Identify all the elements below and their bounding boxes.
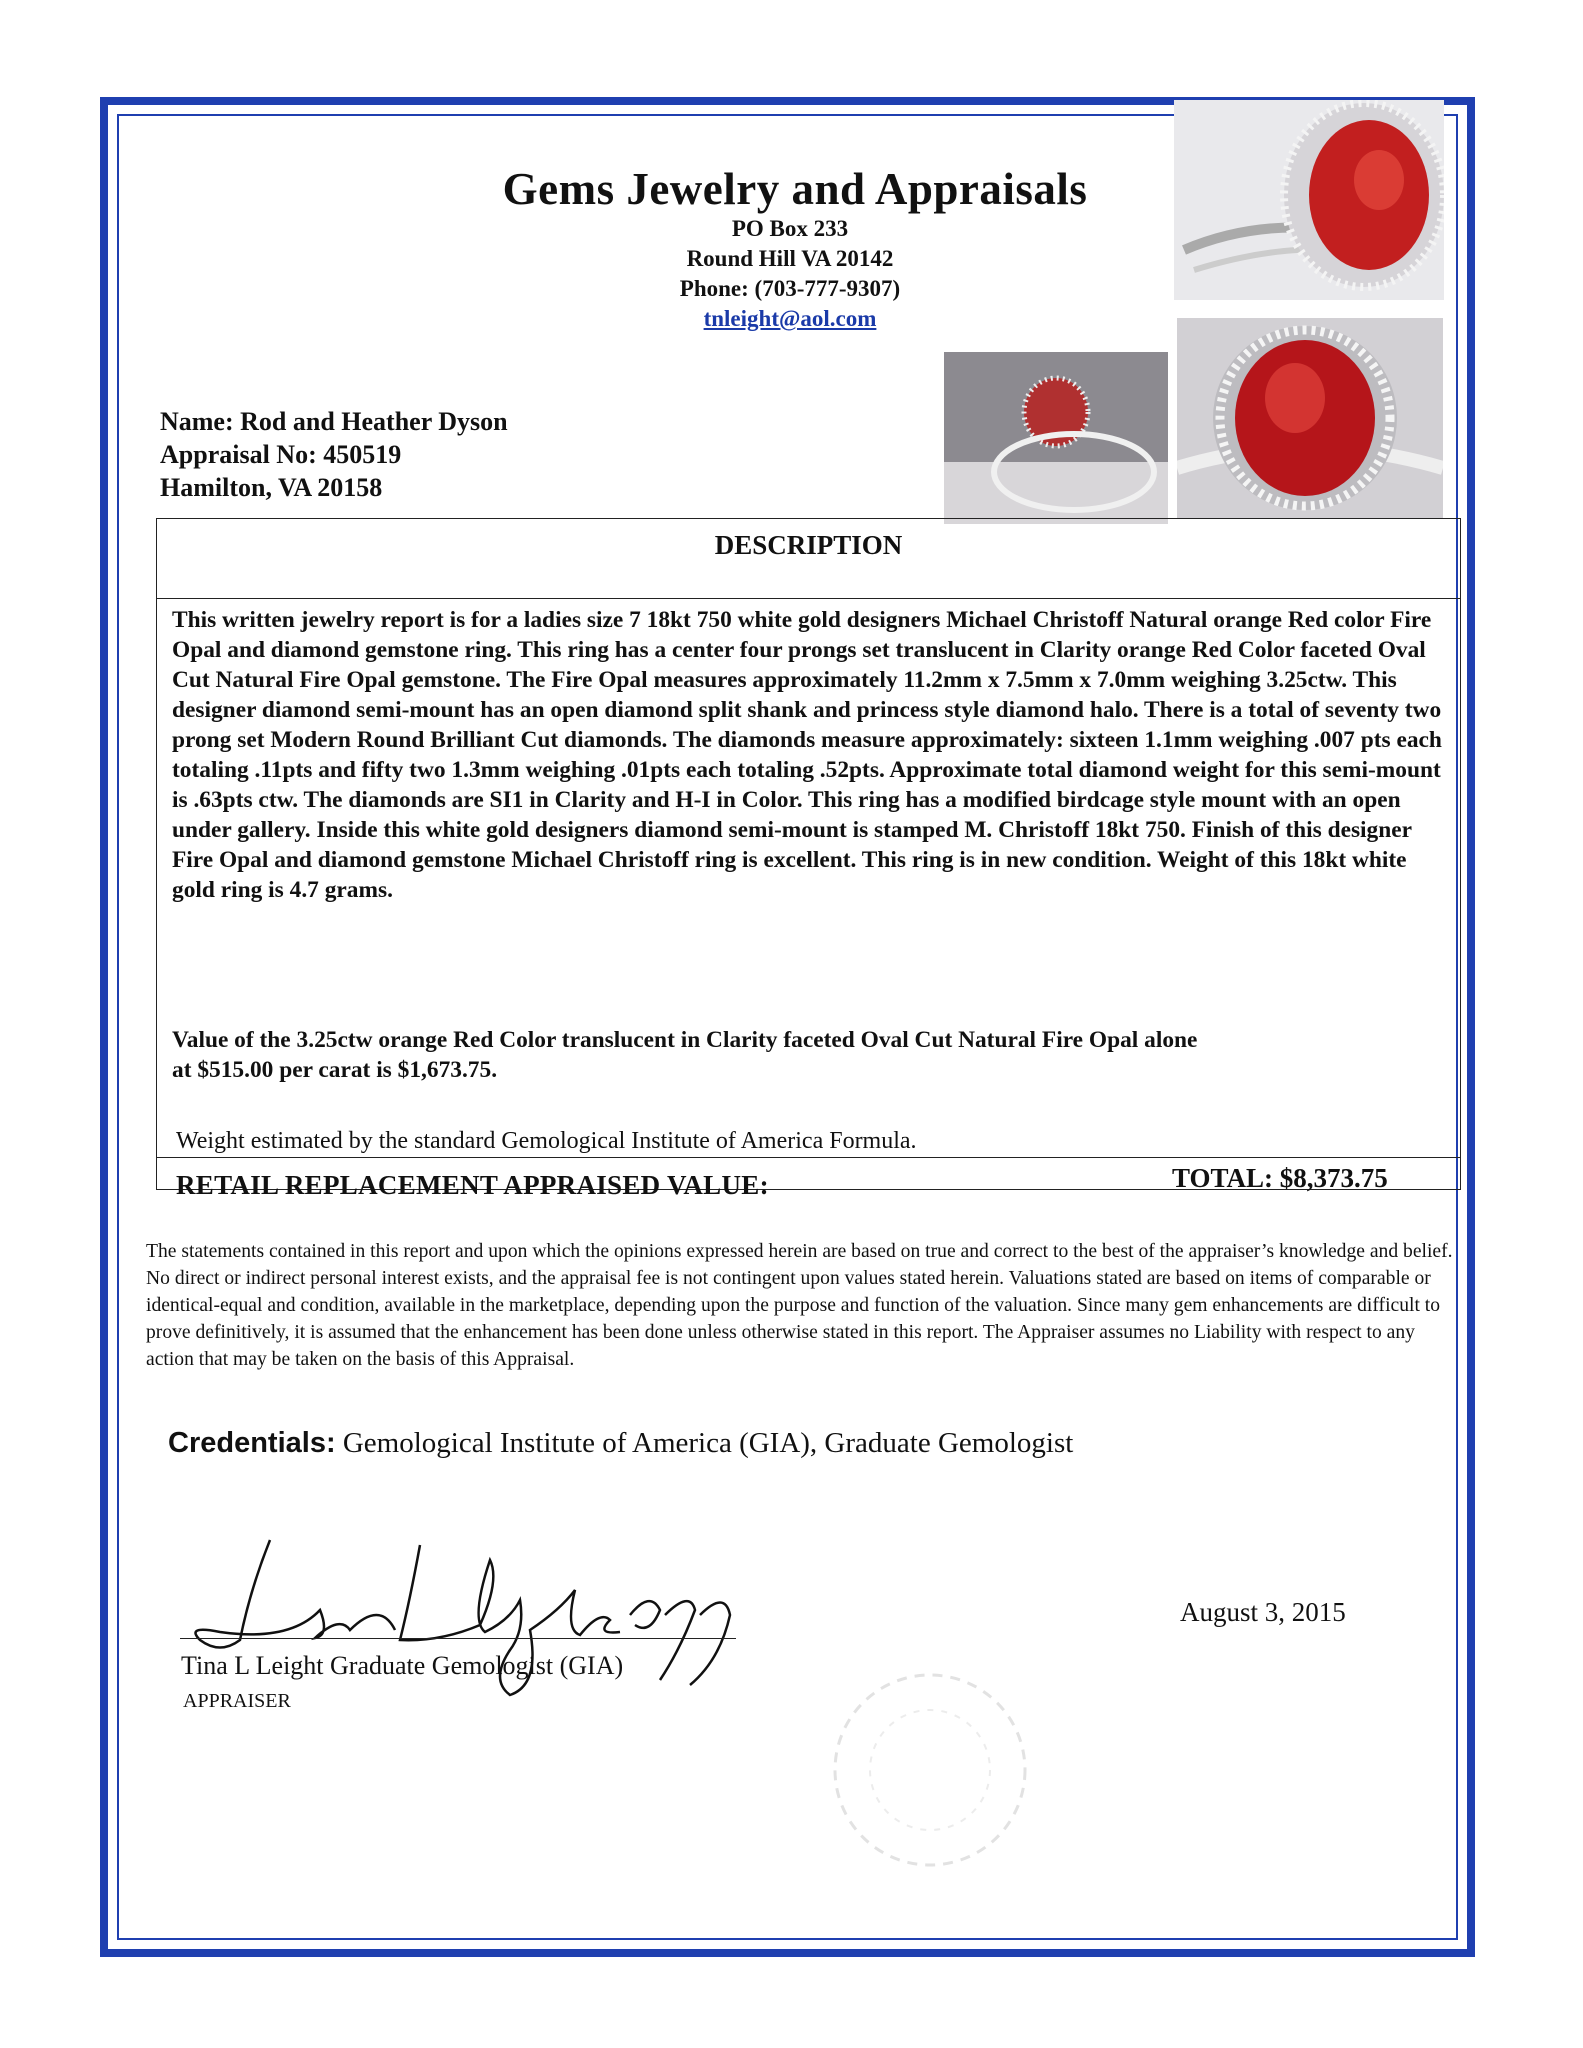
appraisal-number: Appraisal No: 450519 — [160, 440, 402, 469]
description-text: This written jewelry report is for a ladies size 7 18kt 750 white gold designers Michael Christoff Natural orange Red color Fire Opal and diamond gemstone ring. This ring has a center four prongs set translucent in Clarity orange Red Color faceted Oval Cut Natural Fire Opal gemstone. The Fire Opal measures approximately 11.2mm x 7.5mm x 7.0mm weighing 3.25ctw. This designer diamond semi-mount has an open diamond split shank and princess style diamond halo. There is a total of seventy two prong set Modern Round Brilliant Cut diamonds. The diamonds measure approximately: sixteen 1.1mm weighing .007 pts each totaling .11pts and fifty two 1.3mm weighing .01pts each totaling .52pts. Approximate total diamond weight for this semi-mount is .63pts ctw. The diamonds are SI1 in Clarity and H-I in Color. This ring has a modified birdcage style mount with an open under gallery. Inside this white gold designers diamond semi-mount is stamped M. Christoff 18kt 750. Finish of this designer Fire Opal and diamond gemstone Michael Christoff ring is excellent. This ring is in new condition. Weight of this 18kt white gold ring is 4.7 grams. — [172, 607, 1442, 903]
formula-note: Weight estimated by the standard Gemological Institute of America Formula. — [176, 1128, 917, 1154]
appraiser-name: Tina L Leight Graduate Gemologist (GIA) — [181, 1651, 624, 1680]
ring-photo-side — [944, 352, 1168, 524]
phone-line: Phone: (703-777-9307) — [679, 276, 901, 301]
description-title: DESCRIPTION — [714, 530, 903, 560]
credentials — [168, 1427, 1073, 1460]
value-line-1: Value of the 3.25ctw orange Red Color translucent in Clarity faceted Oval Cut Natural Fire Opal alone — [172, 1027, 1198, 1053]
appraiser-role: APPRAISER — [183, 1690, 291, 1712]
signature-line — [180, 1638, 736, 1639]
company-name: Gems Jewelry and Appraisals — [502, 164, 1088, 214]
retail-label: RETAIL REPLACEMENT APPRAISED VALUE: — [176, 1170, 769, 1200]
total-divider — [156, 1157, 1461, 1158]
embossed-seal — [820, 1660, 1040, 1880]
po-box: PO Box 233 — [731, 216, 849, 241]
client-address: Hamilton, VA 20158 — [160, 473, 383, 502]
ring-photo-top — [1177, 318, 1443, 518]
value-line-2: at $515.00 per carat is $1,673.75. — [172, 1057, 498, 1083]
email-link[interactable]: tnleight@aol.com — [703, 306, 877, 331]
city-line: Round Hill VA 20142 — [686, 246, 894, 271]
credentials-label: Credentials: — [168, 1427, 336, 1459]
ring-photo-angle — [1174, 100, 1444, 300]
disclaimer: The statements contained in this report and upon which the opinions expressed herein are based on true and correct to the best of the appraiser’s knowledge and belief. No direct or indirect personal interest exists, and the appraisal fee is not contingent upon values stated herein. Valuations stated are based on items of comparable or identical-equal and condition, available in the marketplace, depending upon the purpose and function of the valuation. Since many gem enhancements are difficult to prove definitively, it is assumed that the enhancement has been done unless otherwise stated in this report. The Appraiser assumes no Liability with respect to any action that may be taken on the basis of this Appraisal. — [146, 1241, 1453, 1370]
credentials-text: Gemological Institute of America (GIA), Graduate Gemologist — [335, 1427, 1074, 1459]
client-name: Name: Rod and Heather Dyson — [160, 407, 508, 436]
appraisal-date: August 3, 2015 — [1180, 1597, 1346, 1627]
description-divider — [156, 598, 1461, 599]
retail-total: TOTAL: $8,373.75 — [1172, 1163, 1388, 1193]
